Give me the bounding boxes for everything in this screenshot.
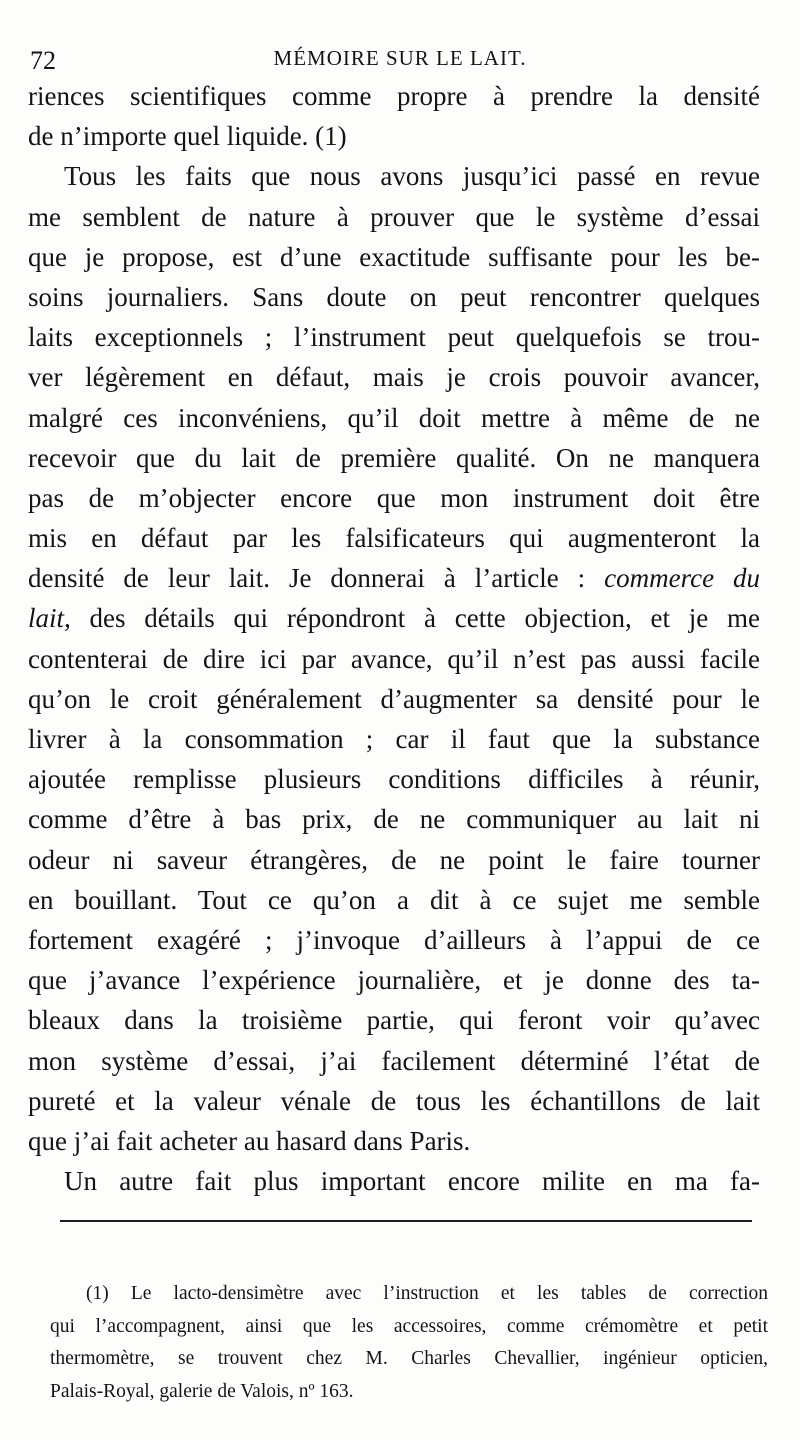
text-line: ver légèrement en défaut, mais je crois pouvoir avancer, [28, 362, 760, 393]
text-line: de n’importe quel liquide. (1) [28, 121, 347, 152]
italic-phrase: commerce du [604, 563, 760, 594]
text-line: que j’ai fait acheter au hasard dans Paris. [28, 1125, 471, 1156]
text-line: me semblent de nature à prouver que le système d’essai [28, 201, 760, 232]
text-fragment: des détails qui répondront à cette objection, et je me [89, 603, 761, 634]
footnote-line: qui l’accompagnent, ainsi que les accessoires, comme crémomètre et petit [50, 1315, 768, 1337]
text-line: recevoir que du lait de première qualité. On ne manquera [28, 442, 760, 473]
running-title: MÉMOIRE SUR LE LAIT. [273, 46, 527, 70]
text-line: fortement exagéré ; j’invoque d’ailleurs à l’appui de ce [28, 924, 760, 955]
text-line: malgré ces inconvéniens, qu’il doit mettre à même de ne [28, 402, 760, 433]
text-line: pas de m’objecter encore que mon instrument doit être [28, 482, 760, 513]
text-line: mis en défaut par les falsificateurs qui augmenteront la [28, 523, 760, 554]
text-line: laits exceptionnels ; l’instrument peut quelquefois se trou- [28, 322, 760, 353]
text-line: mon système d’essai, j’ai facilement déterminé l’état de [28, 1045, 760, 1076]
text-line: Tous les faits que nous avons jusqu’ici passé en revue [64, 161, 760, 192]
text-fragment: densité de leur lait. Je donnerai à l’article : [28, 563, 586, 594]
body-text [28, 76, 760, 1201]
running-head [30, 40, 770, 80]
italic-phrase: lait, [28, 603, 71, 634]
text-line-with-italic [28, 558, 760, 598]
text-line: en bouillant. Tout ce qu’on a dit à ce sujet me semble [28, 884, 760, 915]
text-line-with-italic [28, 598, 760, 638]
footnote [50, 1278, 768, 1408]
text-line: livrer à la consommation ; car il faut que la substance [28, 724, 760, 754]
text-line: que je propose, est d’une exactitude suffisante pour les be- [28, 241, 760, 272]
text-line: Un autre fait plus important encore milite en ma fa- [64, 1166, 760, 1197]
footnote-line: thermomètre, se trouvent chez M. Charles Chevallier, ingénieur opticien, [50, 1348, 768, 1369]
text-line: que j’avance l’expérience journalière, et je donne des ta- [28, 965, 760, 996]
text-line: contenterai de dire ici par avance, qu’il n’est pas aussi facile [28, 643, 760, 674]
text-line: riences scientifiques comme propre à prendre la densité [28, 81, 760, 111]
text-line: odeur ni saveur étrangères, de ne point le faire tourner [28, 844, 760, 875]
text-line: bleaux dans la troisième partie, qui feront voir qu’avec [28, 1005, 760, 1036]
footnote-separator-rule [60, 1220, 752, 1222]
text-line: qu’on le croit généralement d’augmenter sa densité pour le [28, 683, 760, 714]
text-line: ajoutée remplisse plusieurs conditions difficiles à réunir, [28, 764, 760, 795]
footnote-line: (1) Le lacto-densimètre avec l’instruction et les tables de correction [86, 1283, 768, 1304]
page-number: 72 [30, 46, 56, 75]
footnote-line: Palais-Royal, galerie de Valois, nº 163. [50, 1380, 354, 1402]
text-line: soins journaliers. Sans doute on peut rencontrer quelques [28, 281, 760, 312]
text-line: pureté et la valeur vénale de tous les échantillons de lait [28, 1085, 760, 1116]
text-line: comme d’être à bas prix, de ne communiquer au lait ni [28, 804, 760, 835]
